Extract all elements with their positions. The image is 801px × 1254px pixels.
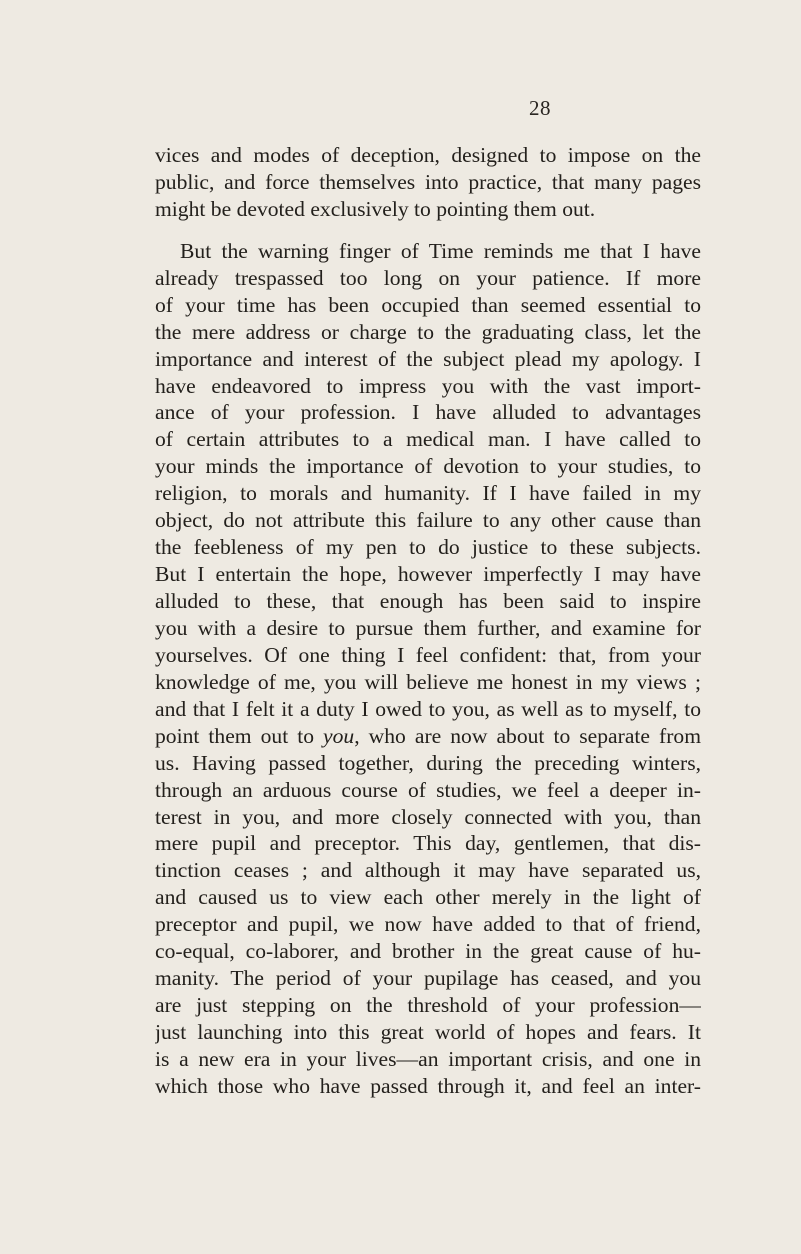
text-line: might be devoted exclusively to pointing them out. [155,196,596,221]
text-line: just launching into this great world of hopes and fears. It [155,1020,701,1044]
paragraph-gap [155,223,701,238]
text-line: of your time has been occupied than seemed essential to [155,292,701,317]
text-line: But the warning finger of Time reminds me that I have [180,238,701,263]
text-line: us. Having passed together, during the preceding winters, [155,750,701,775]
text-line: which those who have passed through it, and feel an inter- [155,1073,701,1098]
text-line: are just stepping on the threshold of your profession— [155,993,701,1018]
text-line: object, do not attribute this failure to any other cause than [155,508,701,533]
text-line: the feebleness of my pen to do justice to these subjects. [155,535,701,560]
text-line: public, and force themselves into practice, that many pages [155,169,701,194]
text-line: mere pupil and preceptor. This day, gentlemen, that dis- [155,831,701,856]
text-line: you with a desire to pursue them further, and examine for [155,615,701,640]
text-line: alluded to these, that enough has been said to inspire [155,589,701,613]
text-segment: point them out to [155,723,324,748]
paragraph-1 [155,142,701,223]
text-line: and caused us to view each other merely in the light of [155,885,701,910]
text-line: the mere address or charge to the graduating class, let the [155,319,701,344]
text-line: and that I felt it a duty I owed to you, as well as to myself, to [155,696,701,721]
text-segment: , who are now about to separate from [354,723,701,748]
text-line: through an arduous course of studies, we feel a deeper in- [155,777,701,802]
emphasized-word: you [323,723,355,748]
text-line: your minds the importance of devotion to your studies, to [155,454,701,479]
paragraph-2 [155,238,701,1100]
text-line: manity. The period of your pupilage has ceased, and you [155,966,701,991]
text-line: preceptor and pupil, we now have added to that of friend, [155,912,701,937]
text-line: co-equal, co-laborer, and brother in the great cause of hu- [155,939,701,964]
text-line: yourselves. Of one thing I feel confident: that, from your [155,642,701,667]
text-line: But I entertain the hope, however imperfectly I may have [155,562,701,587]
text-line: is a new era in your lives—an important crisis, and one in [155,1046,701,1071]
text-line: knowledge of me, you will believe me honest in my views ; [155,669,701,694]
text-line: tinction ceases ; and although it may have separated us, [155,858,701,883]
text-line [155,723,701,750]
text-line: religion, to morals and humanity. If I have failed in my [155,481,701,506]
text-line: of certain attributes to a medical man. I have called to [155,427,701,452]
body-text [155,142,701,1100]
text-line: ance of your profession. I have alluded to advantages [155,400,701,425]
text-line: already trespassed too long on your patience. If more [155,265,701,290]
text-line: importance and interest of the subject plead my apology. I [155,346,701,371]
text-line: terest in you, and more closely connected with you, than [155,804,701,829]
page-number: 28 [529,96,551,120]
text-line: vices and modes of deception, designed to impose on the [155,143,701,167]
text-line: have endeavored to impress you with the vast import- [155,373,701,398]
